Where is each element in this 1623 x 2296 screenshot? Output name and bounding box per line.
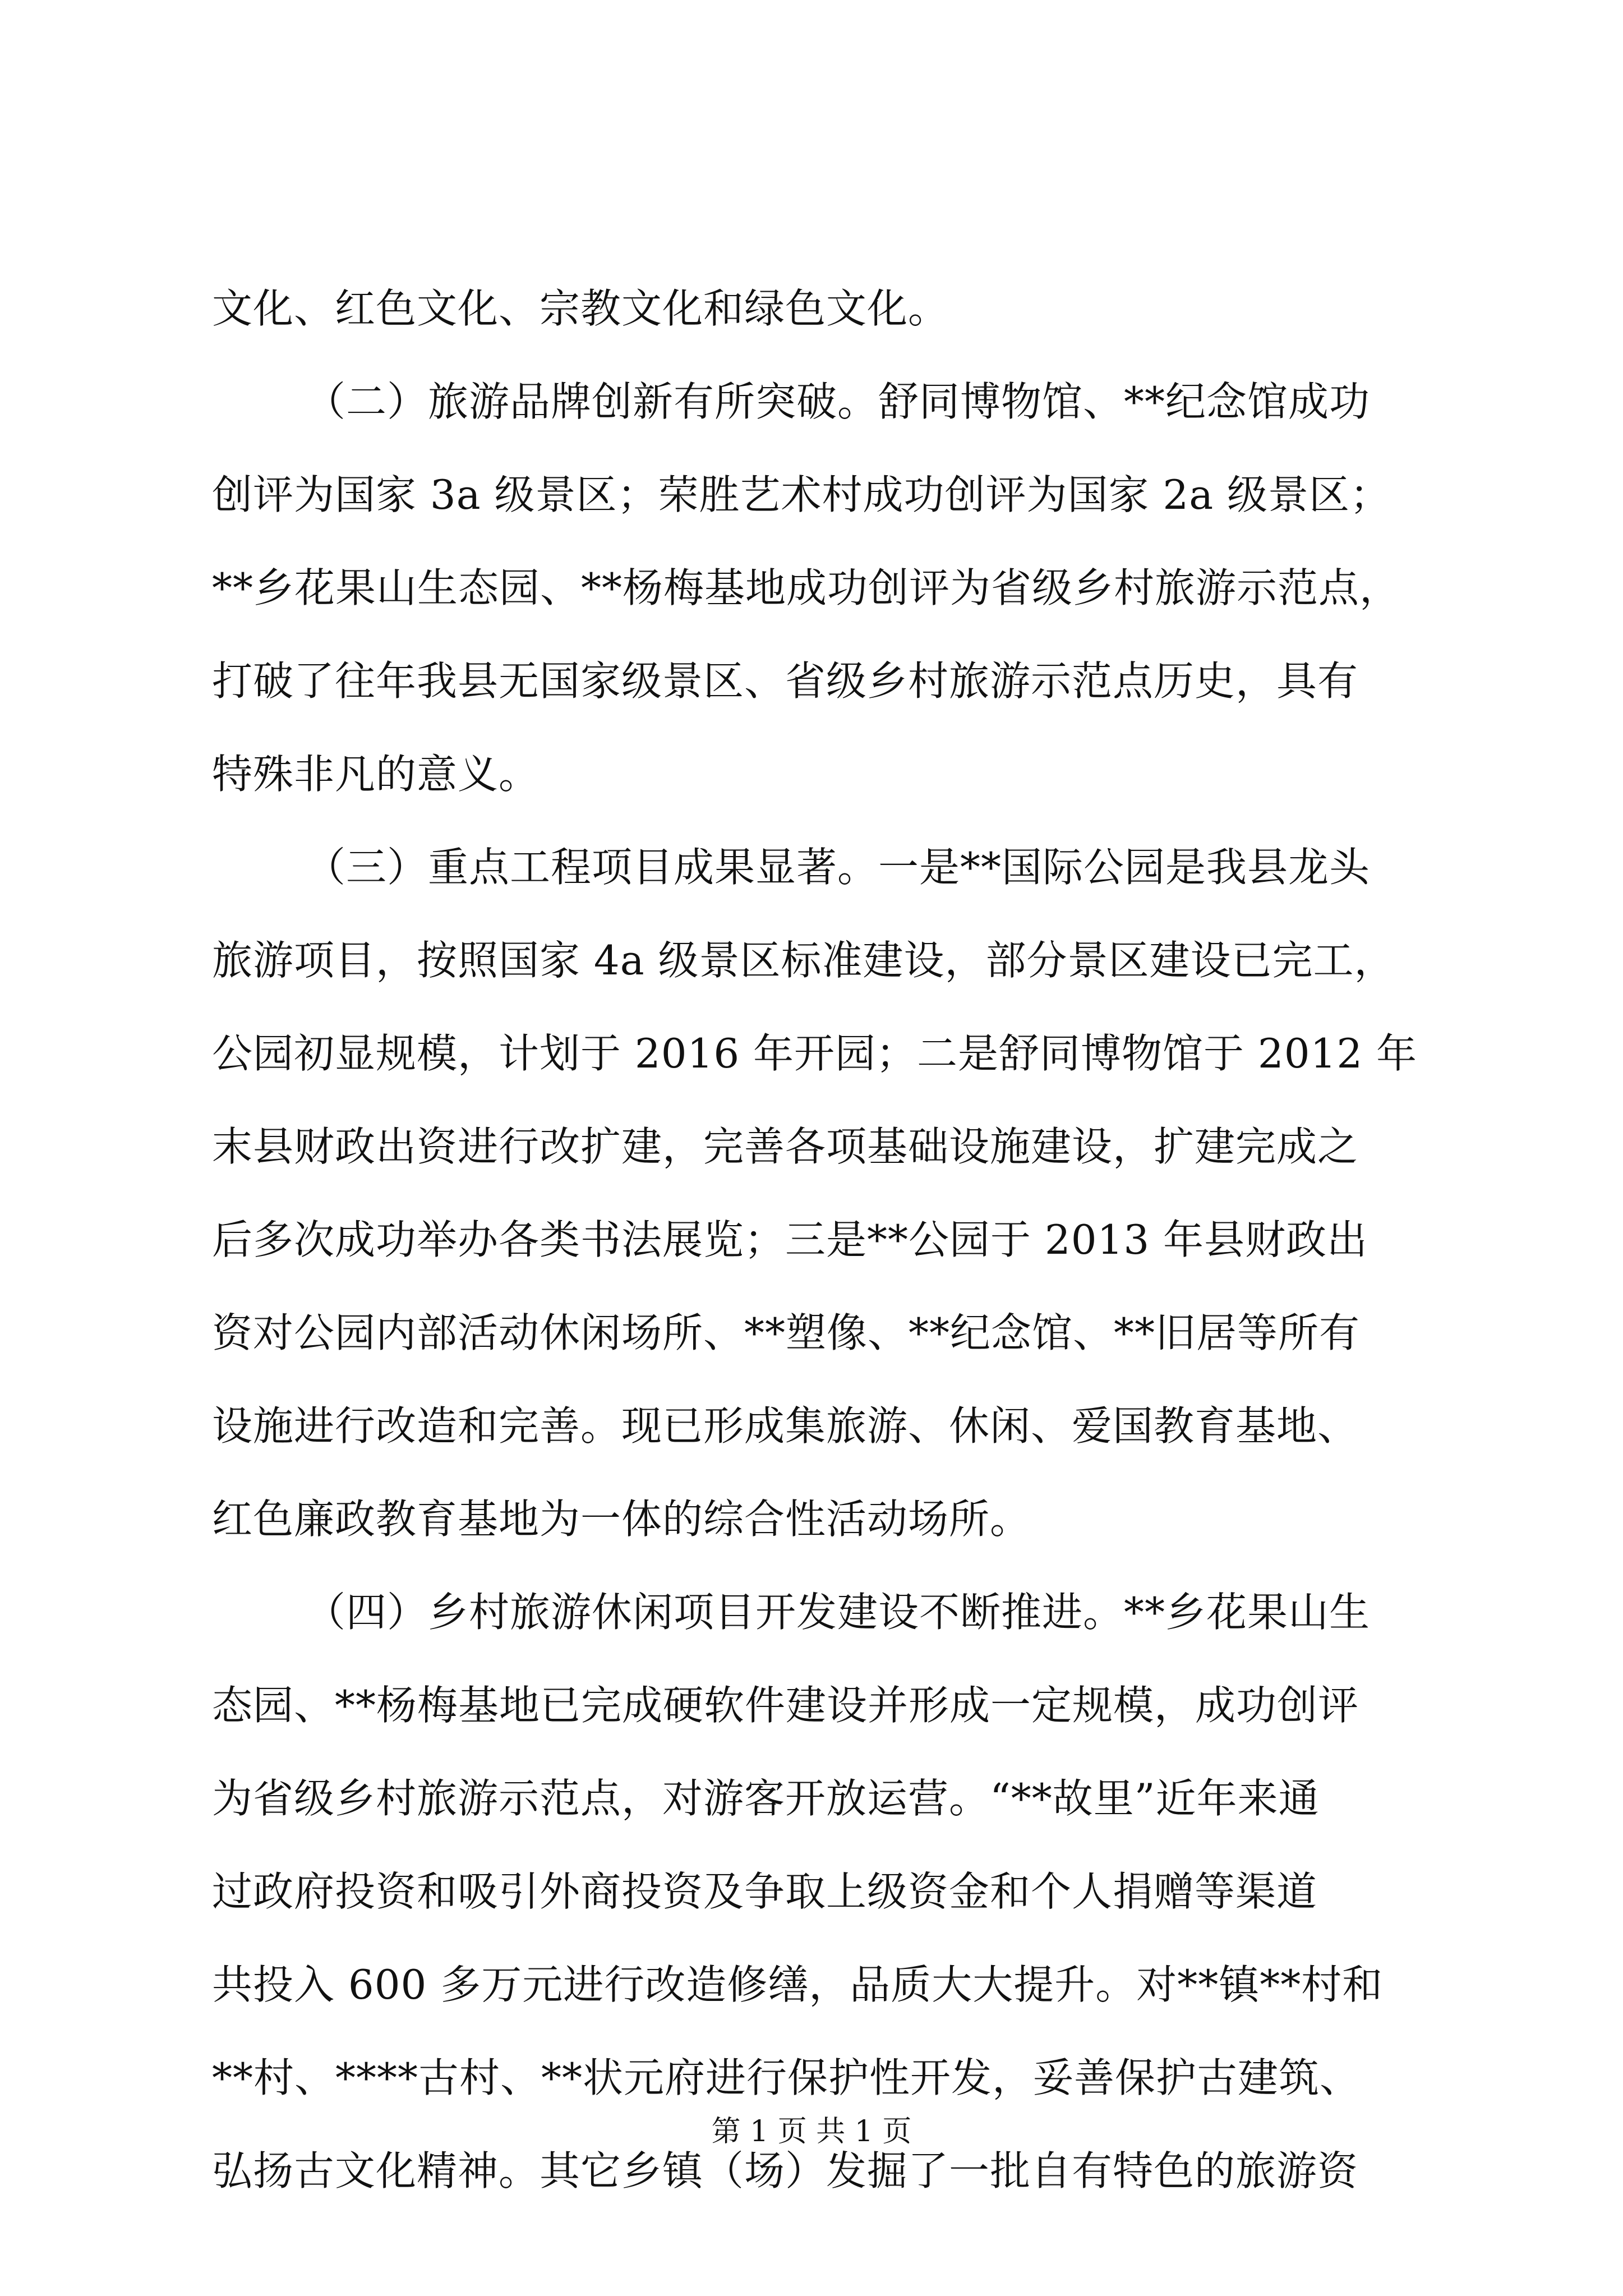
text-line: 旅游项目，按照国家 4a 级景区标准建设，部分景区建设已完工，	[212, 937, 1395, 984]
paragraph-4-heading-line: （四）乡村旅游休闲项目开发建设不断推进。**乡花果山生	[305, 1589, 1371, 1636]
text-line: 末县财政出资进行改扩建，完善各项基础设施建设，扩建完成之	[212, 1123, 1359, 1170]
text-line: 公园初显规模，计划于 2016 年开园；二是舒同博物馆于 2012 年	[212, 1030, 1418, 1077]
paragraph-2-heading-line: （二）旅游品牌创新有所突破。舒同博物馆、**纪念馆成功	[305, 378, 1371, 425]
text-line: 态园、**杨梅基地已完成硬软件建设并形成一定规模，成功创评	[212, 1682, 1359, 1729]
text-line: 资对公园内部活动休闲场所、**塑像、**纪念馆、**旧居等所有	[212, 1309, 1361, 1356]
page-number-footer: 第 1 页 共 1 页	[711, 2115, 912, 2148]
text-line: **乡花果山生态园、**杨梅基地成功创评为省级乡村旅游示范点，	[212, 564, 1401, 611]
text-line: 共投入 600 多万元进行改造修缮，品质大大提升。对**镇**村和	[212, 1961, 1384, 2008]
text-line: 过政府投资和吸引外商投资及争取上级资金和个人捐赠等渠道	[212, 1868, 1318, 1915]
document-body	[212, 262, 1423, 2217]
text-line: 红色廉政教育基地为一体的综合性活动场所。	[212, 1496, 1031, 1543]
text-line: 为省级乡村旅游示范点，对游客开放运营。“**故里”近年来通	[212, 1775, 1320, 1822]
text-line: 后多次成功举办各类书法展览；三是**公园于 2013 年县财政出	[212, 1216, 1368, 1263]
paragraph-3-heading-line: （三）重点工程项目成果显著。一是**国际公园是我县龙头	[305, 844, 1371, 891]
text-line: 弘扬古文化精神。其它乡镇（场）发掘了一批自有特色的旅游资	[212, 2147, 1359, 2194]
text-line: 打破了往年我县无国家级景区、省级乡村旅游示范点历史，具有	[212, 657, 1359, 705]
text-line: 文化、红色文化、宗教文化和绿色文化。	[212, 285, 949, 332]
text-line: **村、****古村、**状元府进行保护性开发，妥善保护古建筑、	[212, 2054, 1361, 2101]
text-line: 设施进行改造和完善。现已形成集旅游、休闲、爱国教育基地、	[212, 1402, 1359, 1450]
text-line: 特殊非凡的意义。	[212, 751, 540, 798]
text-line: 创评为国家 3a 级景区；荣胜艺术村成功创评为国家 2a 级景区；	[212, 471, 1391, 518]
